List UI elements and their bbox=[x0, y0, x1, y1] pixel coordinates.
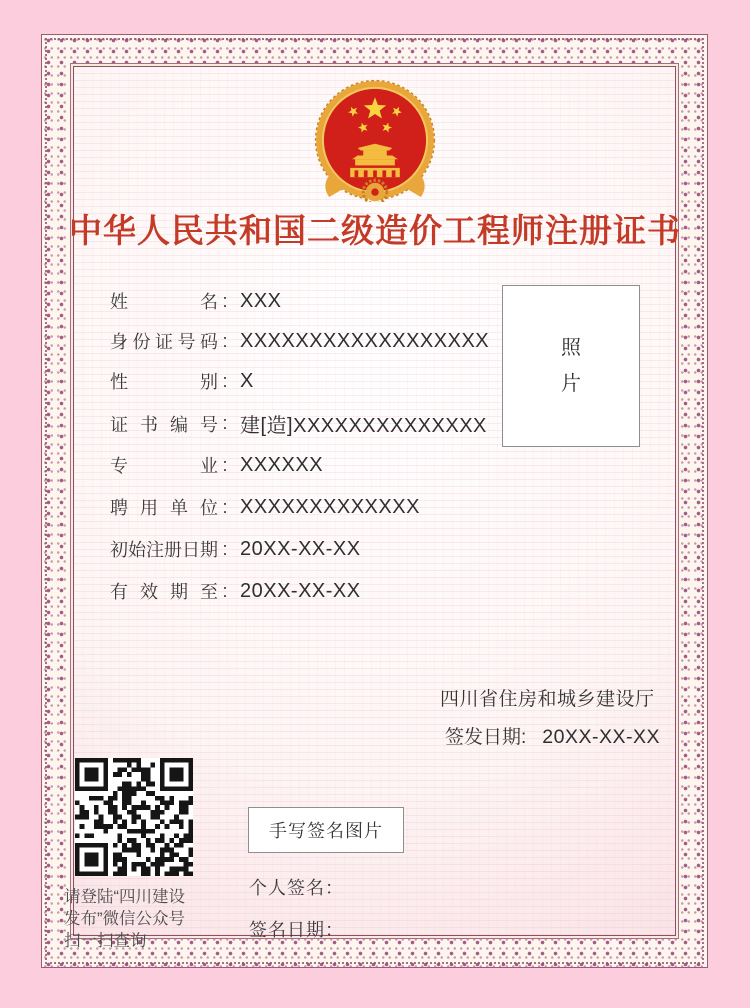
qr-block bbox=[64, 758, 248, 952]
qr-caption-line: 请登陆“四川建设 bbox=[64, 888, 185, 906]
field-row-employer bbox=[110, 494, 420, 520]
field-value-initial-reg-date: 20XX-XX-XX bbox=[240, 537, 361, 560]
qr-code-icon bbox=[75, 758, 193, 876]
field-value-id-number: XXXXXXXXXXXXXXXXXX bbox=[240, 329, 490, 352]
field-colon: : bbox=[222, 330, 228, 351]
field-colon: : bbox=[222, 538, 228, 559]
field-colon: : bbox=[222, 454, 228, 475]
field-row-valid-until bbox=[110, 578, 361, 604]
field-value-cert-number: 建[造]XXXXXXXXXXXXXX bbox=[240, 415, 487, 437]
field-colon: : bbox=[222, 370, 228, 391]
qr-caption-line: 发布”微信公众号 bbox=[64, 910, 185, 928]
field-colon: : bbox=[222, 496, 228, 517]
field-row-id-number bbox=[110, 328, 489, 354]
field-label-cert-number: 证书编号 bbox=[110, 414, 218, 435]
field-label-employer: 聘用单位 bbox=[110, 498, 218, 518]
signature-date-label: 签名日期： bbox=[249, 920, 344, 940]
issue-date-line bbox=[445, 722, 660, 749]
field-label-valid-until: 有效期至 bbox=[110, 582, 218, 602]
field-label-name: 姓名 bbox=[110, 292, 218, 312]
photo-placeholder-box bbox=[502, 285, 640, 447]
issuer-name: 四川省住房和城乡建设厅 bbox=[440, 689, 655, 710]
issue-date-label: 签发日期: bbox=[445, 727, 527, 748]
field-row-major bbox=[110, 452, 323, 478]
issuer-block bbox=[440, 684, 660, 749]
field-value-major: XXXXXX bbox=[240, 453, 324, 476]
china-national-emblem-icon bbox=[311, 78, 439, 202]
field-row-gender bbox=[110, 368, 254, 394]
field-value-name: XXX bbox=[240, 289, 282, 312]
field-row-initial-reg-date bbox=[110, 536, 361, 562]
field-value-valid-until: 20XX-XX-XX bbox=[240, 579, 361, 602]
field-colon: : bbox=[222, 413, 228, 433]
issue-date-value: 20XX-XX-XX bbox=[542, 726, 660, 748]
field-row-cert-number bbox=[110, 409, 487, 438]
certificate-title: 中华人民共和国二级造价工程师注册证书 bbox=[69, 212, 681, 249]
personal-signature-label: 个人签名： bbox=[249, 878, 344, 898]
qr-caption-line: 扫一扫查询 bbox=[64, 932, 147, 950]
photo-placeholder-label: 照片 bbox=[561, 337, 581, 395]
field-label-id-number: 身份证号码 bbox=[110, 332, 218, 352]
field-value-employer: XXXXXXXXXXXXX bbox=[240, 495, 420, 518]
field-row-name bbox=[110, 288, 282, 314]
field-label-gender: 性别 bbox=[110, 372, 218, 392]
handwritten-signature-image-button[interactable]: 手写签名图片 bbox=[248, 807, 404, 853]
field-value-gender: X bbox=[240, 369, 254, 392]
field-label-initial-reg-date: 初始注册日期 bbox=[110, 540, 218, 560]
field-colon: : bbox=[222, 580, 228, 601]
field-colon: : bbox=[222, 290, 228, 311]
field-label-major: 专业 bbox=[110, 456, 218, 476]
qr-caption bbox=[64, 886, 248, 952]
